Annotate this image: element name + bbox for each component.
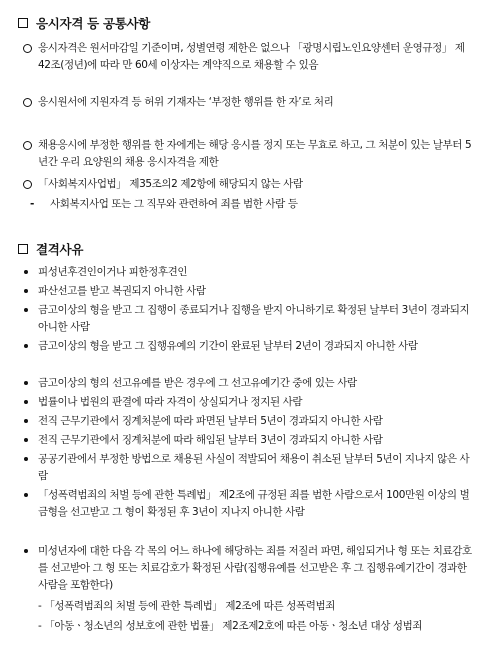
dot-bullet-icon bbox=[24, 549, 28, 553]
item-text: 사회복지사업 또는 그 직무와 관련하여 죄를 범한 사람 등 bbox=[50, 198, 298, 210]
section-title: 응시자격 등 공통사항 bbox=[36, 16, 151, 31]
item-text: - 「아동ㆍ청소년의 성보호에 관한 법률」 제2조제2호에 따른 아동ㆍ청소년 대상 성범죄 bbox=[38, 620, 423, 632]
dot-bullet-icon bbox=[24, 400, 28, 404]
circle-bullet-icon bbox=[23, 98, 32, 107]
checkbox-icon bbox=[18, 244, 28, 254]
list-item bbox=[20, 137, 475, 171]
dot-bullet-icon bbox=[24, 438, 28, 442]
section-heading-disqualifications bbox=[18, 240, 83, 258]
sub-list-item bbox=[20, 598, 475, 615]
checkbox-icon bbox=[18, 18, 28, 28]
item-text: - 「성폭력범죄의 처벌 등에 관한 특례법」 제2조에 따른 성폭력범죄 bbox=[38, 600, 335, 612]
list-item bbox=[20, 413, 475, 430]
item-text: 공공기관에서 부정한 방법으로 채용된 사실이 적발되어 채용이 취소된 날부터 5년이 지나지 않은 사람 bbox=[38, 453, 470, 482]
item-text: 법률이나 법원의 판결에 따라 자격이 상실되거나 정지된 사람 bbox=[38, 396, 303, 408]
dot-bullet-icon bbox=[24, 419, 28, 423]
item-text: 피성년후견인이거나 피한정후견인 bbox=[38, 266, 188, 278]
item-text: 파산선고를 받고 복권되지 아니한 사람 bbox=[38, 285, 206, 297]
section-title: 결격사유 bbox=[36, 242, 84, 257]
dot-bullet-icon bbox=[24, 308, 28, 312]
item-text: 금고이상의 형을 받고 그 집행이 종료되거나 집행을 받지 아니하기로 확정된 날부터 3년이 경과되지 아니한 사람 bbox=[38, 304, 470, 333]
dot-bullet-icon bbox=[24, 493, 28, 497]
circle-bullet-icon bbox=[23, 180, 32, 189]
list-item bbox=[20, 94, 475, 111]
dash-bullet-icon: - bbox=[30, 198, 34, 210]
section-heading-qualifications bbox=[18, 14, 150, 32]
item-text: 「사회복지사업법」 제35조의2 제2항에 해당되지 않는 사람 bbox=[38, 178, 303, 190]
list-item bbox=[20, 283, 475, 300]
list-item bbox=[20, 451, 475, 485]
circle-bullet-icon bbox=[23, 44, 32, 53]
item-text: 전직 근무기관에서 징계처분에 따라 해임된 날부터 3년이 경과되지 아니한 사람 bbox=[38, 434, 383, 446]
dot-bullet-icon bbox=[24, 270, 28, 274]
item-text: 금고이상의 형을 받고 그 집행유예의 기간이 완료된 날부터 2년이 경과되지 아니한 사람 bbox=[38, 340, 418, 352]
dot-bullet-icon bbox=[24, 457, 28, 461]
item-text: 채용응시에 부정한 행위를 한 자에게는 해당 응시를 정지 또는 무효로 하고, 그 처분이 있는 날부터 5년간 우리 요양원의 채용 응시자격을 제한 bbox=[38, 139, 472, 168]
circle-bullet-icon bbox=[23, 141, 32, 150]
item-text: 미성년자에 대한 다음 각 목의 어느 하나에 해당하는 죄를 저질러 파면, 해임되거나 형 또는 치료감호를 선고받아 그 형 또는 치료감호가 확정된 사람(집행유예를 선고받은 후 그 집행유예기간이 경과한 사람을 포함한다) bbox=[38, 545, 472, 591]
list-item bbox=[20, 196, 475, 213]
dot-bullet-icon bbox=[24, 381, 28, 385]
list-item bbox=[20, 543, 475, 594]
item-text: 응시자격은 원서마감일 기준이며, 성별연령 제한은 없으나 「광명시립노인요양센터 운영규정」 제42조(정년)에 따라 만 60세 이상자는 계약직으로 채용할 수 있음 bbox=[38, 42, 465, 71]
list-item bbox=[20, 394, 475, 411]
item-text: 금고이상의 형의 선고유예를 받은 경우에 그 선고유예기간 중에 있는 사람 bbox=[38, 377, 357, 389]
list-item bbox=[20, 176, 475, 193]
item-text: 응시원서에 지원자격 등 허위 기재자는 ‘부정한 행위를 한 자’로 처리 bbox=[38, 96, 334, 108]
item-text: 「성폭력범죄의 처벌 등에 관한 특례법」 제2조에 규정된 죄를 범한 사람으로서 100만원 이상의 벌금형을 선고받고 그 형이 확정된 후 3년이 지나지 아니한 사람 bbox=[38, 489, 470, 518]
list-item bbox=[20, 432, 475, 449]
list-item bbox=[20, 264, 475, 281]
sub-list-item bbox=[20, 618, 475, 635]
dot-bullet-icon bbox=[24, 289, 28, 293]
list-item bbox=[20, 302, 475, 336]
list-item bbox=[20, 375, 475, 392]
dot-bullet-icon bbox=[24, 344, 28, 348]
list-item bbox=[20, 40, 475, 74]
list-item bbox=[20, 487, 475, 521]
item-text: 전직 근무기관에서 징계처분에 따라 파면된 날부터 5년이 경과되지 아니한 사람 bbox=[38, 415, 383, 427]
list-item bbox=[20, 338, 475, 355]
